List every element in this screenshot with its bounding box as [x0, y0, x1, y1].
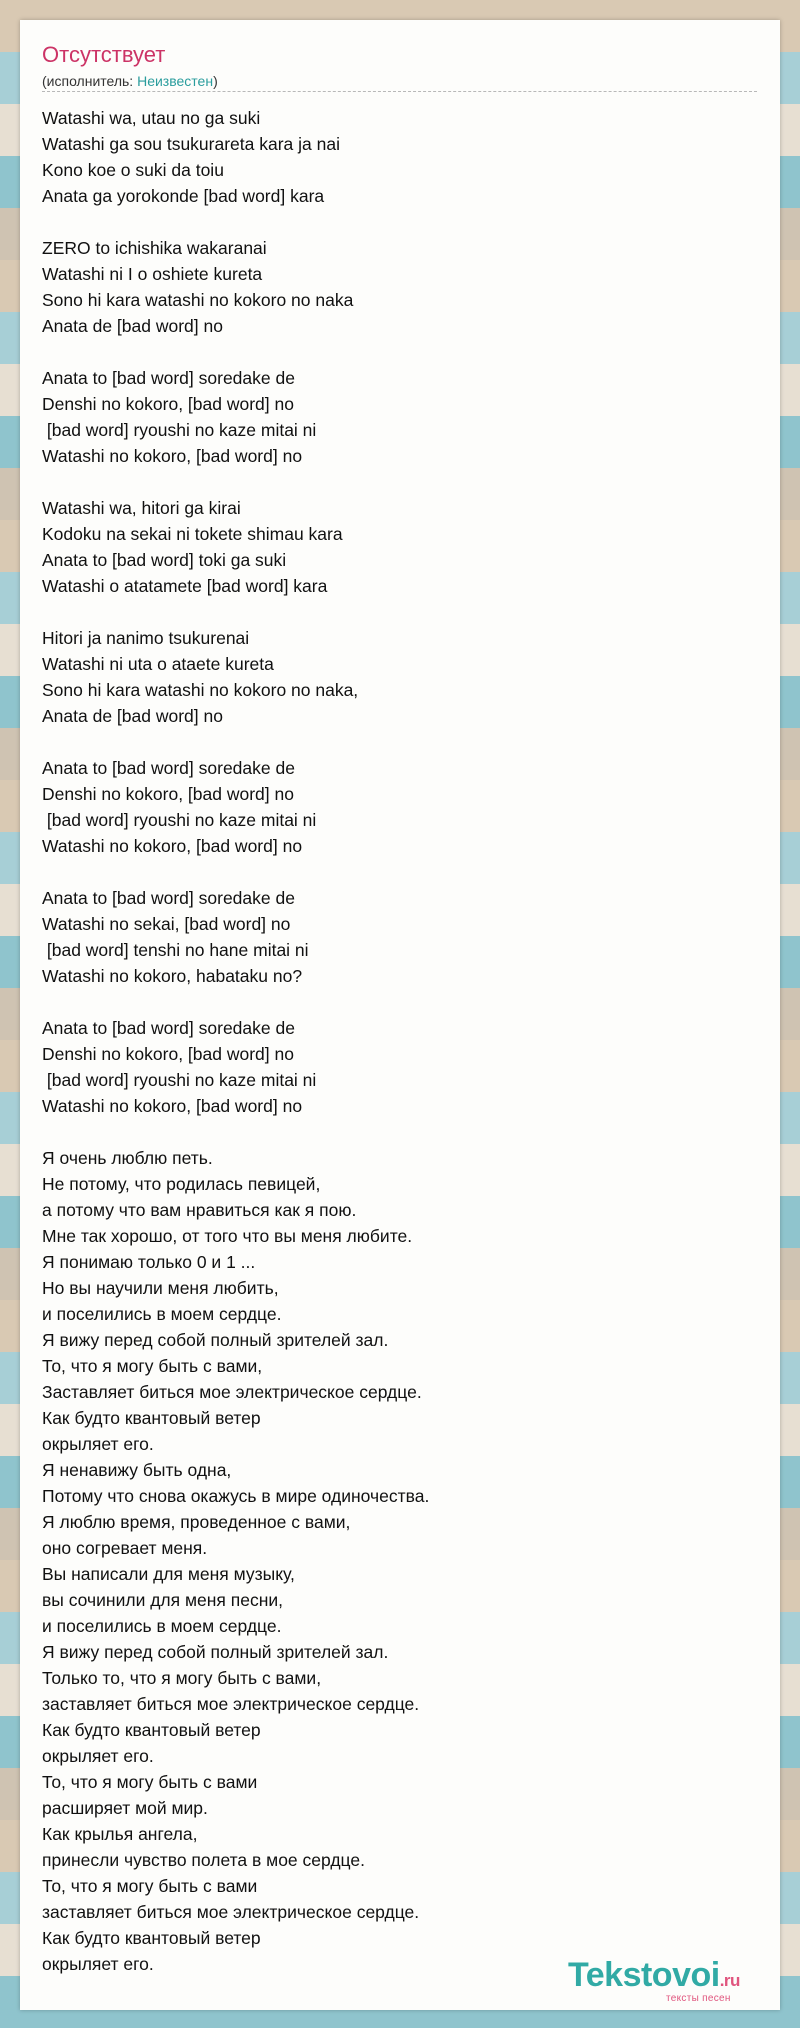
lyric-line: [bad word] ryoushi no kaze mitai ni [42, 810, 317, 830]
lyric-line: оно согревает меня. [42, 1538, 208, 1558]
lyric-line: [bad word] ryoushi no kaze mitai ni [42, 420, 317, 440]
lyric-line: Sono hi kara watashi no kokoro no naka [42, 290, 354, 310]
lyric-line: Watashi no kokoro, [bad word] no [42, 1096, 303, 1116]
logo-text: Tekstovoi [568, 1956, 720, 1994]
lyric-line: Anata to [bad word] toki ga suki [42, 550, 287, 570]
lyric-line: Denshi no kokoro, [bad word] no [42, 394, 294, 414]
lyric-line: и поселились в моем сердце. [42, 1304, 282, 1324]
lyric-line: То, что я могу быть с вами [42, 1772, 258, 1792]
lyric-line: Я очень люблю петь. [42, 1148, 213, 1168]
lyric-line [42, 209, 742, 235]
lyrics-text [42, 105, 742, 1977]
lyric-line [42, 469, 742, 495]
lyric-line: ZERO to ichishika wakaranai [42, 238, 267, 258]
logo-tagline: тексты песен [666, 1993, 731, 2004]
lyric-line: Kodoku na sekai ni tokete shimau kara [42, 524, 343, 544]
lyric-line: Watashi wa, hitori ga kirai [42, 498, 241, 518]
lyric-line: Hitori ja nanimo tsukurenai [42, 628, 250, 648]
lyric-line: окрыляет его. [42, 1954, 154, 1974]
lyric-line: заставляет биться мое электрическое сердце. [42, 1902, 420, 1922]
lyric-line: Я люблю время, проведенное с вами, [42, 1512, 351, 1532]
lyric-line: Вы написали для меня музыку, [42, 1564, 295, 1584]
lyric-line: заставляет биться мое электрическое сердце. [42, 1694, 420, 1714]
lyric-line: принесли чувство полета в мое сердце. [42, 1850, 365, 1870]
lyric-line: Потому что снова окажусь в мире одиночества. [42, 1486, 430, 1506]
lyric-line: Watashi ni I o oshiete kureta [42, 264, 263, 284]
logo-tld: .ru [719, 1971, 740, 1990]
lyric-line: [bad word] ryoushi no kaze mitai ni [42, 1070, 317, 1090]
lyric-line: Kono koe o suki da toiu [42, 160, 224, 180]
lyric-line: Как будто квантовый ветер [42, 1720, 261, 1740]
lyric-line [42, 339, 742, 365]
lyric-line: Watashi no kokoro, [bad word] no [42, 446, 303, 466]
lyric-line: Но вы научили меня любить, [42, 1278, 279, 1298]
lyric-line: Watashi o atatamete [bad word] kara [42, 576, 328, 596]
lyric-line [42, 1119, 742, 1145]
artist-line [42, 73, 757, 92]
lyric-line: Watashi ga sou tsukurareta kara ja nai [42, 134, 340, 154]
lyric-line: окрыляет его. [42, 1746, 154, 1766]
artist-link[interactable]: Неизвестен [137, 73, 214, 89]
site-logo[interactable] [568, 1956, 740, 1995]
lyric-line: Watashi ni uta o ataete kureta [42, 654, 274, 674]
lyric-line: Watashi no kokoro, [bad word] no [42, 836, 303, 856]
lyric-line [42, 729, 742, 755]
lyric-line: Мне так хорошо, от того что вы меня любите. [42, 1226, 413, 1246]
lyric-line: Watashi no kokoro, habataku no? [42, 966, 303, 986]
lyric-line: Denshi no kokoro, [bad word] no [42, 784, 294, 804]
lyric-line: окрыляет его. [42, 1434, 154, 1454]
lyric-line: Anata ga yorokonde [bad word] kara [42, 186, 325, 206]
lyric-line: Как будто квантовый ветер [42, 1408, 261, 1428]
lyric-line: Только то, что я могу быть с вами, [42, 1668, 322, 1688]
artist-suffix: ) [213, 73, 218, 89]
song-title: Отсутствует [42, 42, 166, 67]
lyric-line: Anata de [bad word] no [42, 316, 223, 336]
lyric-line: То, что я могу быть с вами, [42, 1356, 263, 1376]
lyric-line: Я вижу перед собой полный зрителей зал. [42, 1330, 389, 1350]
lyric-line [42, 599, 742, 625]
lyric-line [42, 989, 742, 1015]
lyric-line: Заставляет биться мое электрическое сердце. [42, 1382, 422, 1402]
lyric-line: Не потому, что родилась певицей, [42, 1174, 321, 1194]
lyric-line: Sono hi kara watashi no kokoro no naka, [42, 680, 359, 700]
lyric-line: Anata to [bad word] soredake de [42, 368, 295, 388]
lyric-line: То, что я могу быть с вами [42, 1876, 258, 1896]
lyric-line: Я вижу перед собой полный зрителей зал. [42, 1642, 389, 1662]
lyric-line: Как будто квантовый ветер [42, 1928, 261, 1948]
lyric-line: Watashi wa, utau no ga suki [42, 108, 261, 128]
lyric-line: Я понимаю только 0 и 1 ... [42, 1252, 256, 1272]
lyric-line: и поселились в моем сердце. [42, 1616, 282, 1636]
lyric-line: [bad word] tenshi no hane mitai ni [42, 940, 309, 960]
lyric-line: Anata to [bad word] soredake de [42, 1018, 295, 1038]
lyric-line: вы сочинили для меня песни, [42, 1590, 284, 1610]
lyric-line: расширяет мой мир. [42, 1798, 208, 1818]
lyric-line [42, 859, 742, 885]
lyric-line: Anata de [bad word] no [42, 706, 223, 726]
lyric-line: Anata to [bad word] soredake de [42, 758, 295, 778]
lyric-line: Watashi no sekai, [bad word] no [42, 914, 291, 934]
lyric-line: а потому что вам нравиться как я пою. [42, 1200, 357, 1220]
lyric-line: Я ненавижу быть одна, [42, 1460, 232, 1480]
lyric-line: Anata to [bad word] soredake de [42, 888, 295, 908]
lyric-line: Как крылья ангела, [42, 1824, 198, 1844]
lyric-line: Denshi no kokoro, [bad word] no [42, 1044, 294, 1064]
artist-prefix: (исполнитель: [42, 73, 138, 89]
